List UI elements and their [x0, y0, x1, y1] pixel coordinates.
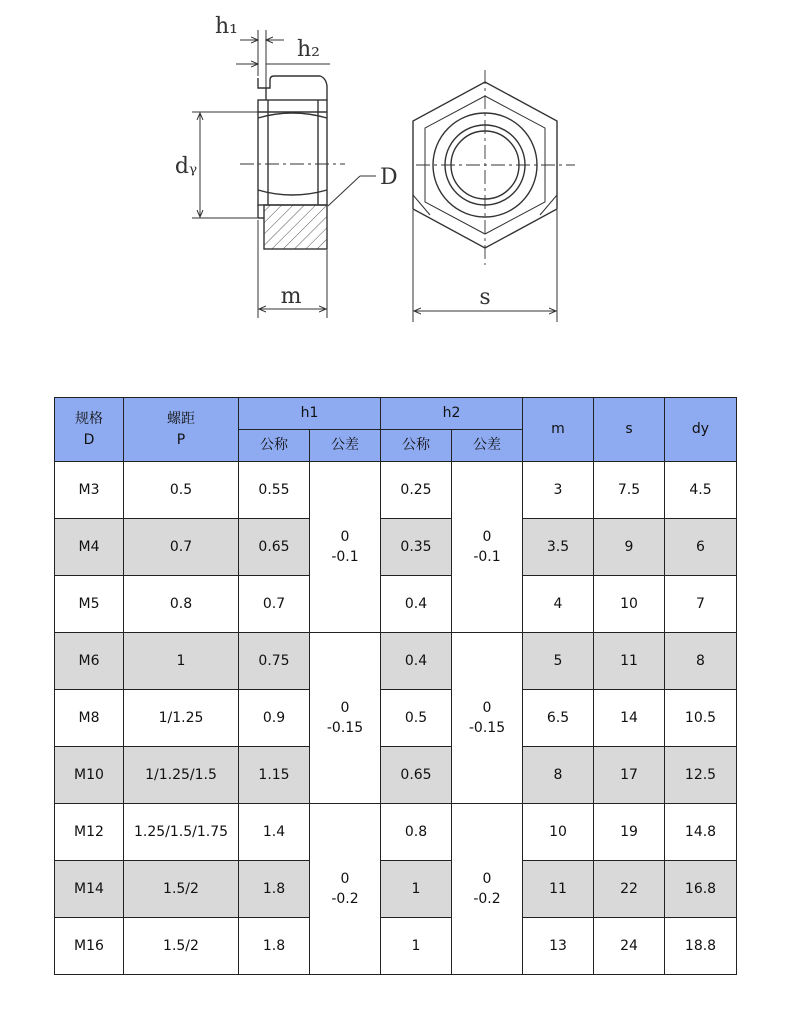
header-h2-tolerance: 公差: [452, 430, 523, 462]
cell-m: 6.5: [523, 690, 594, 747]
cell-dy: 10.5: [665, 690, 737, 747]
cell-m: 11: [523, 861, 594, 918]
cell-p: 1/1.25/1.5: [124, 747, 239, 804]
h2-label: h₂: [297, 37, 320, 62]
cell-d: M8: [55, 690, 124, 747]
front-view: [413, 70, 575, 265]
table-row: [55, 576, 737, 633]
cell-m: 3: [523, 462, 594, 519]
cell-s: 11: [594, 633, 665, 690]
cell-d: M4: [55, 519, 124, 576]
cell-d: M3: [55, 462, 124, 519]
header-h1-tolerance: 公差: [310, 430, 381, 462]
cell-h2: 1: [381, 861, 452, 918]
cell-h1: 0.7: [239, 576, 310, 633]
cell-h2: 0.5: [381, 690, 452, 747]
table-row: [55, 633, 737, 690]
cell-h2-tolerance: 0 -0.2: [452, 804, 523, 975]
cell-h2: 0.4: [381, 576, 452, 633]
cell-m: 5: [523, 633, 594, 690]
cell-s: 14: [594, 690, 665, 747]
cell-m: 4: [523, 576, 594, 633]
cell-h2: 0.4: [381, 633, 452, 690]
table-row: [55, 861, 737, 918]
spec-table: [54, 397, 737, 975]
table-row: [55, 462, 737, 519]
cell-dy: 18.8: [665, 918, 737, 975]
header-h2: h2: [381, 398, 523, 430]
cell-h2: 0.35: [381, 519, 452, 576]
dy-label: dᵧ: [174, 154, 198, 179]
cell-p: 1.25/1.5/1.75: [124, 804, 239, 861]
header-s: s: [594, 398, 665, 462]
cell-h1-tolerance: 0 -0.15: [310, 633, 381, 804]
cell-m: 13: [523, 918, 594, 975]
cell-d: M10: [55, 747, 124, 804]
cell-s: 19: [594, 804, 665, 861]
cell-d: M5: [55, 576, 124, 633]
table-row: [55, 804, 737, 861]
header-pitch: 螺距 P: [124, 398, 239, 462]
cell-h1: 1.8: [239, 918, 310, 975]
header-m: m: [523, 398, 594, 462]
cell-h1: 1.15: [239, 747, 310, 804]
cell-h1: 0.65: [239, 519, 310, 576]
header-dy: dy: [665, 398, 737, 462]
header-spec: 规格 D: [55, 398, 124, 462]
cell-h2-tolerance: 0 -0.1: [452, 462, 523, 633]
cell-dy: 14.8: [665, 804, 737, 861]
cell-p: 1.5/2: [124, 861, 239, 918]
dy-dimension: [192, 112, 258, 218]
cell-dy: 4.5: [665, 462, 737, 519]
cell-d: M14: [55, 861, 124, 918]
weld-nut-drawing: [0, 0, 790, 340]
cell-p: 1/1.25: [124, 690, 239, 747]
cell-d: M6: [55, 633, 124, 690]
cell-h2: 0.8: [381, 804, 452, 861]
side-view: [240, 76, 345, 249]
cell-h1: 0.55: [239, 462, 310, 519]
cell-s: 17: [594, 747, 665, 804]
cell-h2-tolerance: 0 -0.15: [452, 633, 523, 804]
cell-m: 3.5: [523, 519, 594, 576]
cell-s: 24: [594, 918, 665, 975]
m-label: m: [280, 284, 302, 309]
s-label: s: [479, 285, 491, 310]
cell-p: 0.5: [124, 462, 239, 519]
cell-s: 9: [594, 519, 665, 576]
cell-dy: 16.8: [665, 861, 737, 918]
cell-d: M16: [55, 918, 124, 975]
header-h1-nominal: 公称: [239, 430, 310, 462]
cell-dy: 8: [665, 633, 737, 690]
cell-h2: 0.25: [381, 462, 452, 519]
d-leader: [328, 176, 376, 206]
table-row: [55, 690, 737, 747]
cell-s: 10: [594, 576, 665, 633]
cell-d: M12: [55, 804, 124, 861]
cell-p: 0.8: [124, 576, 239, 633]
table-row: [55, 747, 737, 804]
table-row: [55, 519, 737, 576]
cell-h1: 1.8: [239, 861, 310, 918]
cell-p: 0.7: [124, 519, 239, 576]
cell-dy: 7: [665, 576, 737, 633]
cell-dy: 6: [665, 519, 737, 576]
table-row: [55, 918, 737, 975]
cell-s: 7.5: [594, 462, 665, 519]
cell-h1: 0.9: [239, 690, 310, 747]
cell-h1-tolerance: 0 -0.2: [310, 804, 381, 975]
header-h2-nominal: 公称: [381, 430, 452, 462]
cell-m: 8: [523, 747, 594, 804]
cell-m: 10: [523, 804, 594, 861]
cell-h1: 1.4: [239, 804, 310, 861]
h1-label: h₁: [215, 14, 238, 39]
cell-h1: 0.75: [239, 633, 310, 690]
cell-h2: 1: [381, 918, 452, 975]
cell-h1-tolerance: 0 -0.1: [310, 462, 381, 633]
d-label: D: [380, 165, 398, 190]
cell-s: 22: [594, 861, 665, 918]
cell-h2: 0.65: [381, 747, 452, 804]
cell-dy: 12.5: [665, 747, 737, 804]
header-h1: h1: [239, 398, 381, 430]
cell-p: 1: [124, 633, 239, 690]
cell-p: 1.5/2: [124, 918, 239, 975]
